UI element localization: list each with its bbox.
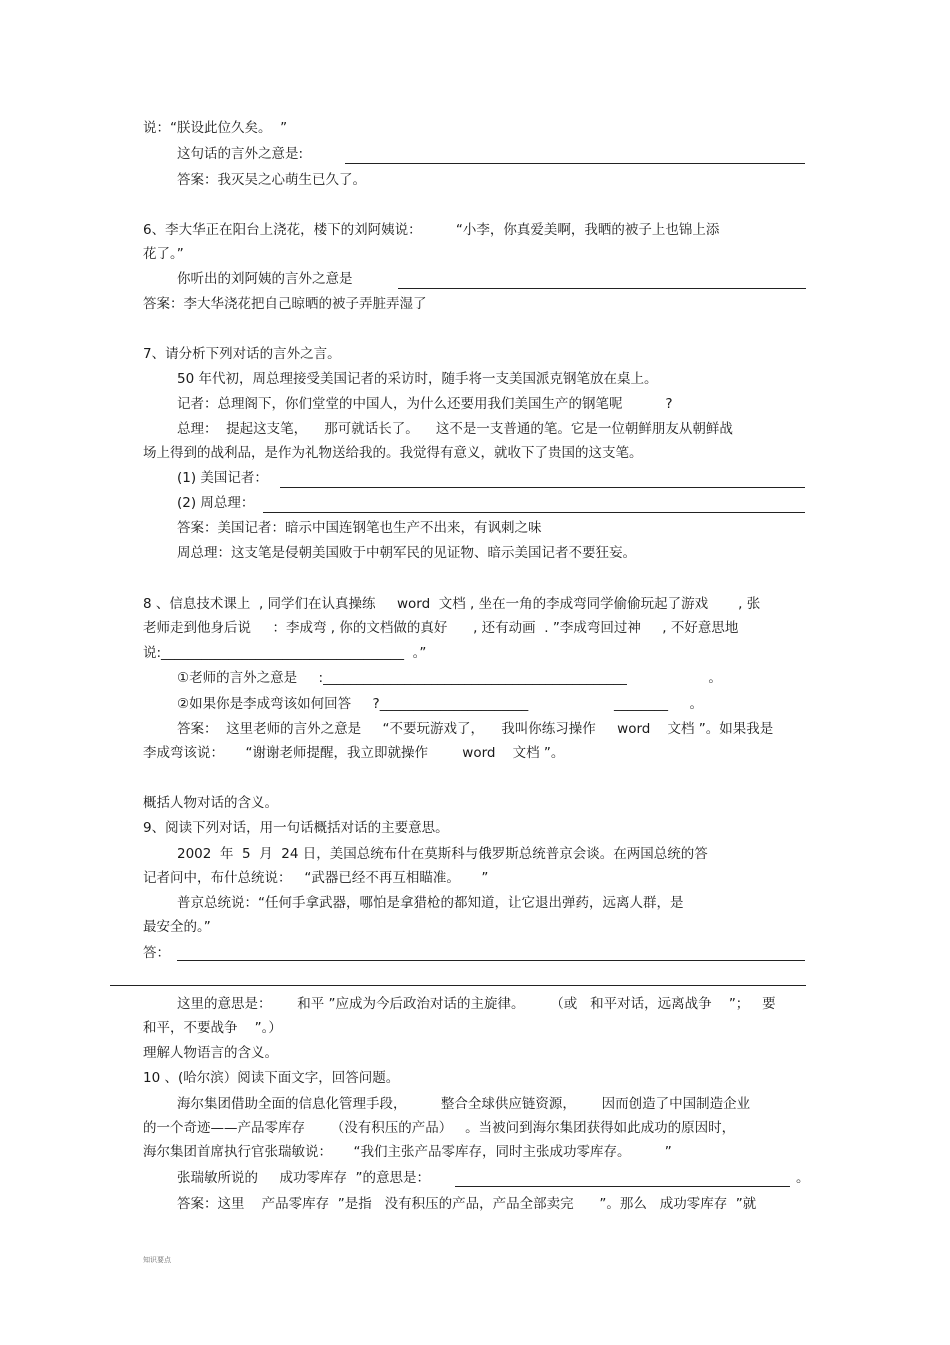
answer-blank[interactable]	[263, 512, 805, 513]
text-line: 总理： 提起这支笔， 那可就话长了。 这不是一支普通的笔。它是一位朝鲜朋友从朝鲜战	[177, 421, 733, 437]
text-line: 张瑞敏所说的 成功零库存 ”的意思是：	[177, 1170, 431, 1186]
text-line: (1) 美国记者：	[177, 470, 268, 486]
text-line: 李成弯该说： “谢谢老师提醒，我立即就操作 word 文档 ”。	[143, 745, 565, 761]
text-line: 理解人物语言的含义。	[143, 1045, 278, 1061]
text-line: 答案：我灭吴之心萌生已久了。	[177, 172, 366, 188]
text-line: (2) 周总理：	[177, 495, 255, 511]
text-line: 记者问中，布什总统说： “武器已经不再互相瞄准。 ”	[143, 870, 489, 886]
text-line: 场上得到的战利品，是作为礼物送给我的。我觉得有意义，就收下了贵国的这支笔。	[143, 445, 643, 461]
answer-blank[interactable]	[177, 960, 805, 961]
page-footer: 知识要点	[143, 1256, 171, 1264]
text-line: 最安全的。”	[143, 919, 211, 935]
text-line: 海尔集团借助全面的信息化管理手段， 整合全球供应链资源， 因而创造了中国制造企业	[177, 1096, 751, 1112]
text-line: 记者：总理阁下，你们堂堂的中国人，为什么还要用我们美国生产的钢笔呢 ?	[177, 396, 673, 412]
answer-blank[interactable]	[280, 487, 805, 488]
text-line: 你听出的刘阿姨的言外之意是	[177, 271, 353, 287]
text-line: 海尔集团首席执行官张瑞敏说： “我们主张产品零库存，同时主张成功零库存。 ”	[143, 1144, 672, 1160]
section-divider	[110, 985, 806, 986]
text-line: 老师走到他身后说 ：李成弯 , 你的文档做的真好 , 还有动画 . ”李成弯回过神 , 不好意思地	[143, 620, 739, 636]
text-line: 概括人物对话的含义。	[143, 795, 278, 811]
text-line: 答：	[143, 945, 170, 961]
text-line: 这里的意思是： 和平 ”应成为今后政治对话的主旋律。 （或 和平对话，远离战争 ”； 要	[177, 996, 776, 1012]
text-line: 答案： 这里老师的言外之意是 “不要玩游戏了， 我叫你练习操作 word 文档 ”。如果我是	[177, 721, 774, 737]
text-line: 10 、(哈尔滨）阅读下面文字，回答问题。	[143, 1070, 400, 1086]
answer-blank[interactable]	[398, 288, 806, 289]
text-line: 50 年代初，周总理接受美国记者的采访时，随手将一支美国派克钢笔放在桌上。	[177, 371, 658, 387]
text-line: 。	[796, 1170, 810, 1186]
text-line: 答案：这里 产品零库存 ”是指 没有积压的产品，产品全部卖完 ”。那么 成功零库存 ”就	[177, 1196, 757, 1212]
text-line: 8 、信息技术课上 , 同学们在认真操练 word 文档 , 坐在一角的李成弯同学偷偷玩起了游戏 , 张	[143, 596, 761, 612]
answer-blank[interactable]	[455, 1186, 790, 1187]
answer-blank[interactable]	[345, 163, 805, 164]
text-line: 答案：美国记者：暗示中国连钢笔也生产不出来，有讽刺之味	[177, 520, 542, 536]
text-line: 7、请分析下列对话的言外之言。	[143, 346, 341, 362]
text-line: 周总理：这支笔是侵朝美国败于中朝军民的见证物、暗示美国记者不要狂妄。	[177, 545, 636, 561]
text-line: 说:____________________________________ 。”	[143, 645, 427, 661]
text-line: 普京总统说：“任何手拿武器，哪怕是拿猎枪的都知道，让它退出弹药，远离人群，是	[177, 895, 684, 911]
text-line: 花了。”	[143, 246, 184, 262]
text-line: 这句话的言外之意是:	[177, 146, 304, 162]
text-line: 2002 年 5 月 24 日，美国总统布什在莫斯科与俄罗斯总统普京会谈。在两国总统的答	[177, 846, 708, 862]
text-line: 说：“朕设此位久矣。 ”	[143, 120, 288, 136]
text-line: ①老师的言外之意是 :_____________________________________________ 。	[177, 670, 722, 686]
text-line: 9、阅读下列对话，用一句话概括对话的主要意思。	[143, 820, 449, 836]
text-line: 6、李大华正在阳台上浇花，楼下的刘阿姨说： “小李，你真爱美啊，我晒的被子上也锦上添	[143, 222, 720, 238]
text-line: 答案：李大华浇花把自己晾晒的被子弄脏弄湿了	[143, 296, 427, 312]
text-line: ②如果你是李成弯该如何回答 ?______________________ ________ 。	[177, 696, 704, 712]
text-line: 和平，不要战争 ”。）	[143, 1020, 282, 1036]
text-line: 的一个奇迹——产品零库存 （没有积压的产品） 。当被问到海尔集团获得如此成功的原因时，	[143, 1120, 736, 1136]
